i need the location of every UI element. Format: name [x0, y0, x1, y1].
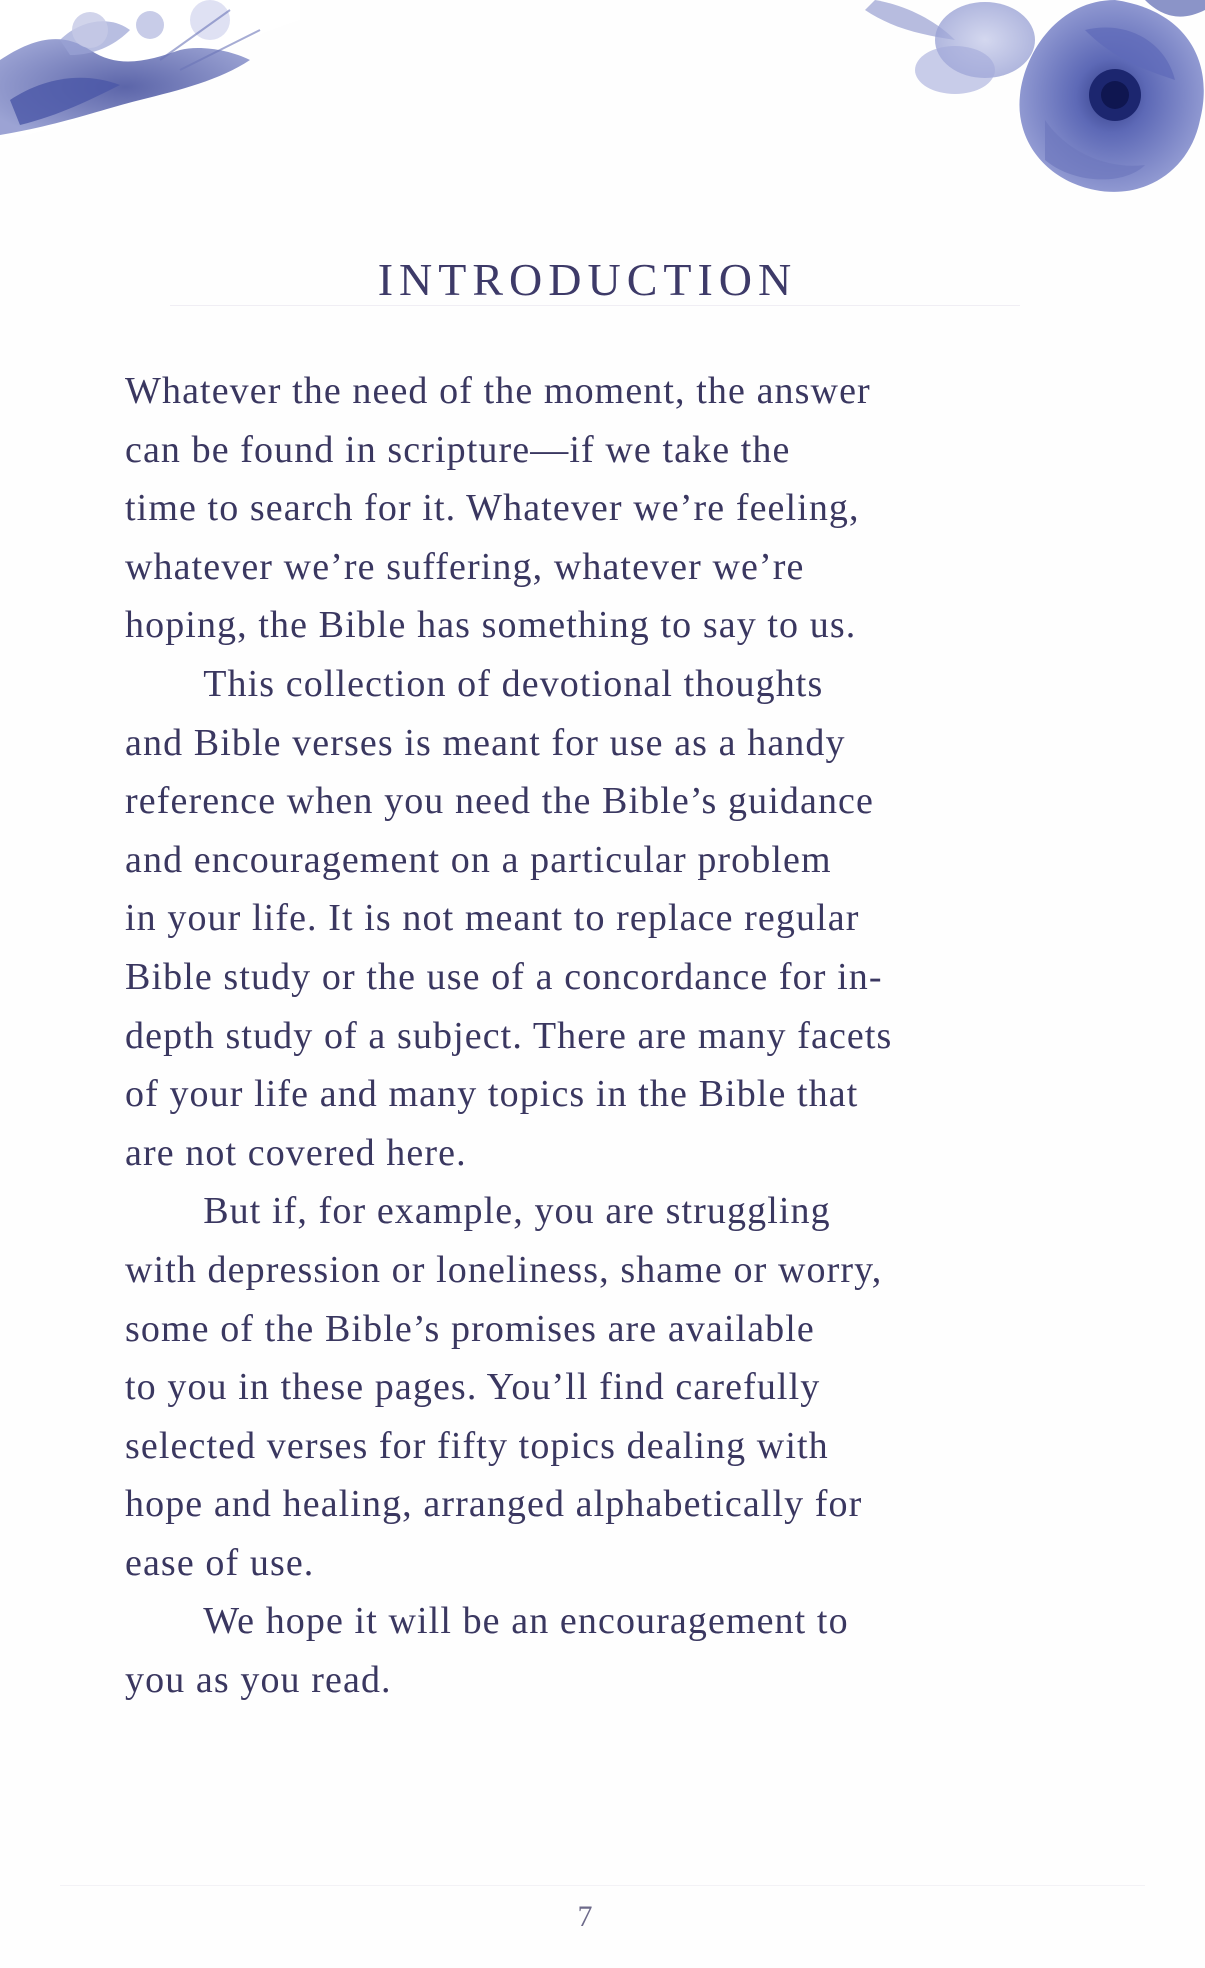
page-number: 7 [577, 1900, 593, 1933]
floral-top-right-illustration [845, 0, 1205, 200]
paragraph-3: But if, for example, you are struggling with depression or loneliness, shame or worry, some of the Bible’s promises are available to you in these pages. You’ll find carefully selected verses for fifty topics dealing with hope and healing, arranged alphabetically for ease of use. [125, 1190, 883, 1584]
title-divider [170, 305, 1020, 306]
floral-top-left-illustration [0, 0, 300, 150]
footer-divider [60, 1885, 1145, 1886]
paragraph-4: We hope it will be an encouragement to you as you read. [125, 1600, 849, 1702]
paragraph-1: Whatever the need of the moment, the answer can be found in scripture—if we take the time to search for it. Whatever we’re feeling, whatever we’re suffering, whatever we’re hoping, the Bible has something to say to us. [125, 370, 871, 647]
paragraph-2: This collection of devotional thoughts and Bible verses is meant for use as a handy reference when you need the Bible’s guidance and encouragement on a particular problem in your life. It is not meant to replace regular Bible study or the use of a concordance for in- depth study of a subject. There are many facets of your life and many topics in the Bible that are not covered here. [125, 662, 893, 1174]
introduction-body [125, 362, 1055, 1710]
page-title: INTRODUCTION [377, 253, 798, 305]
